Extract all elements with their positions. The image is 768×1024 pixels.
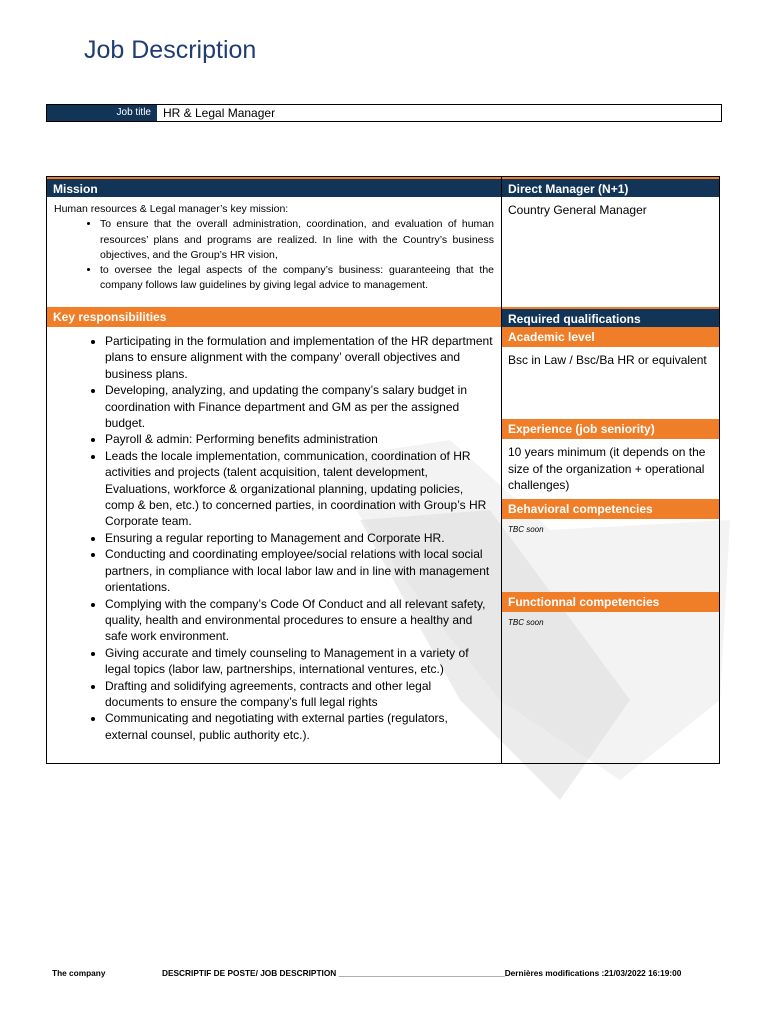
footer-doc: DESCRIPTIF DE POSTE/ JOB DESCRIPTION ____________________________________ bbox=[162, 968, 505, 978]
right-column bbox=[502, 177, 719, 763]
responsibility-item: • Communicating and negotiating with external parties (regulators, external counsel, public authority etc.). bbox=[105, 710, 493, 743]
mission-bullet: • To ensure that the overall administration, coordination, and evaluation of human resources’ plans and programs are realized. In line with the Country’s business objectives, and the Group’s HR vision, bbox=[100, 217, 494, 263]
responsibilities-body bbox=[47, 327, 501, 743]
behavioral-competencies-value: TBC soon bbox=[508, 525, 544, 534]
mission-header: Mission bbox=[47, 177, 501, 197]
academic-level-value: Bsc in Law / Bsc/Ba HR or equivalent bbox=[508, 353, 707, 367]
job-title-label: Job title bbox=[47, 105, 157, 121]
academic-level-header: Academic level bbox=[502, 327, 719, 347]
page-title: Job Description bbox=[84, 36, 257, 64]
mission-body bbox=[47, 197, 501, 307]
mission-intro: Human resources & Legal manager’s key mission: bbox=[54, 203, 289, 215]
left-column bbox=[47, 177, 502, 763]
responsibility-item: • Giving accurate and timely counseling to Management in a variety of legal topics (labor law, partnerships, international ventures, etc.) bbox=[105, 645, 493, 678]
experience-value: 10 years minimum (it depends on the size of the organization + operational challenges) bbox=[508, 445, 706, 492]
mission-bullet: • to oversee the legal aspects of the company’s business: guaranteeing that the company follows law guidelines by giving legal advice to management. bbox=[100, 263, 494, 294]
footer-company: The company bbox=[52, 968, 106, 978]
mission-list bbox=[54, 217, 494, 293]
functional-competencies-header: Functionnal competencies bbox=[502, 592, 719, 612]
footer bbox=[52, 968, 716, 978]
direct-manager-value: Country General Manager bbox=[508, 203, 647, 217]
responsibility-item: • Leads the locale implementation, communication, coordination of HR activities and projects (talent acquisition, talent development, Evaluations, workforce & organizational planning, updating policies, comp & ben, etc.) to concerned parties, in coordination with Group’s HR Corporate team. bbox=[105, 448, 493, 530]
functional-competencies-value: TBC soon bbox=[508, 618, 544, 627]
responsibilities-list bbox=[55, 333, 493, 743]
responsibility-item: • Participating in the formulation and implementation of the HR department plans to ensure alignment with the company’ overall objectives and business plans. bbox=[105, 333, 493, 382]
job-title-row bbox=[46, 104, 722, 122]
behavioral-competencies-header: Behavioral competencies bbox=[502, 499, 719, 519]
responsibilities-header: Key responsibilities bbox=[47, 307, 501, 327]
job-title-value: HR & Legal Manager bbox=[163, 106, 276, 120]
direct-manager-header: Direct Manager (N+1) bbox=[502, 177, 719, 197]
qualifications-header: Required qualifications bbox=[502, 307, 719, 327]
responsibility-item: • Developing, analyzing, and updating the company’s salary budget in coordination with Finance department and GM as per the assigned budget. bbox=[105, 382, 493, 431]
responsibility-item: • Ensuring a regular reporting to Management and Corporate HR. bbox=[105, 530, 493, 546]
job-description-table bbox=[46, 176, 720, 764]
experience-header: Experience (job seniority) bbox=[502, 419, 719, 439]
responsibility-item: • Drafting and solidifying agreements, contracts and other legal documents to ensure the company’s full legal rights bbox=[105, 678, 493, 711]
responsibility-item: • Conducting and coordinating employee/social relations with local social partners, in compliance with local labor law and in line with management orientations. bbox=[105, 546, 493, 595]
footer-modified: Dernières modifications :21/03/2022 16:19:00 bbox=[504, 968, 682, 978]
responsibility-item: • Complying with the company’s Code Of Conduct and all relevant safety, quality, health and environmental procedures to ensure a healthy and safe work environment. bbox=[105, 596, 493, 645]
responsibility-item: • Payroll & admin: Performing benefits administration bbox=[105, 431, 493, 447]
